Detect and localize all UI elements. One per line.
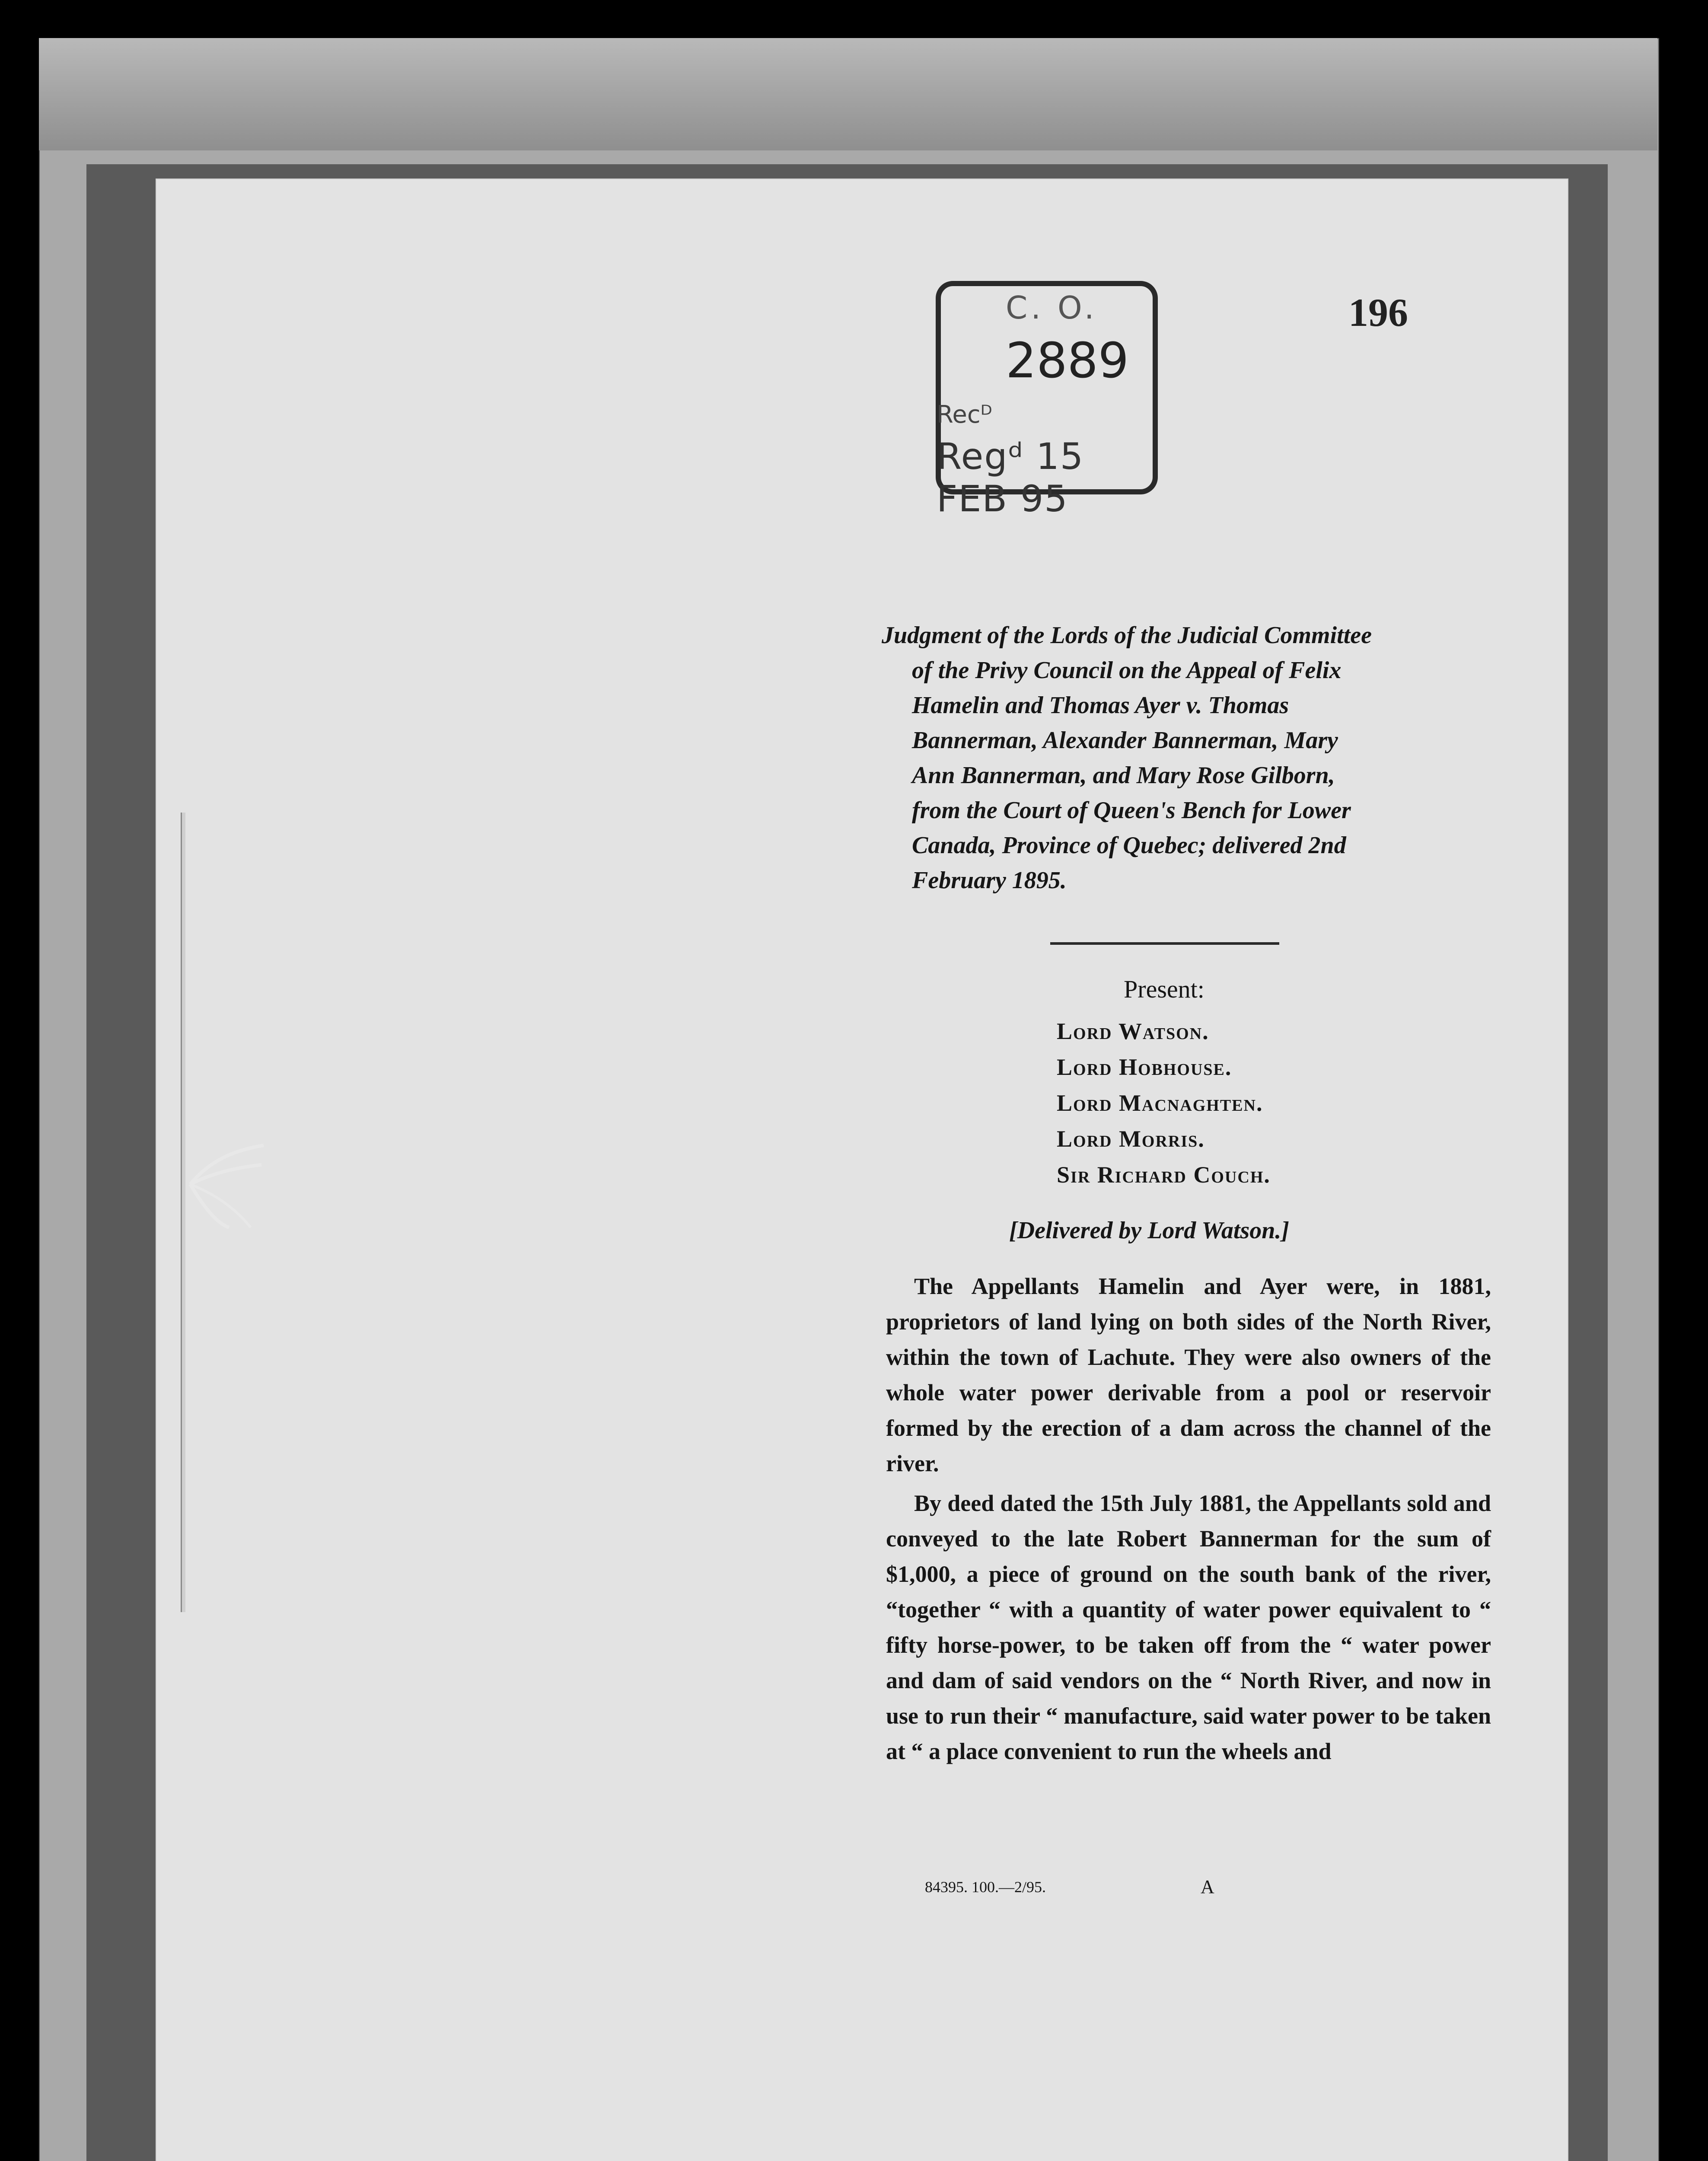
heading-line: Judgment of the Lords of the Judicial Committee [882,622,1372,649]
stamp-office: C. O. [1006,290,1098,326]
document-sheet [156,179,1568,2161]
judge-name: Sir Richard Couch. [1057,1162,1271,1188]
mount-top-strip [39,38,1657,150]
heading-line: Hamelin and Thomas Ayer v. Thomas [912,692,1289,719]
judge-name: Lord Hobhouse. [1057,1054,1232,1080]
heading-line: Ann Bannerman, and Mary Rose Gilborn, [912,762,1335,789]
judge-name: Lord Macnaghten. [1057,1090,1263,1116]
print-code: 84395. 100.—2/95. [925,1878,1046,1896]
judgment-body [886,1269,1491,1773]
delivered-by: [Delivered by Lord Watson.] [1009,1217,1290,1244]
heading-line: from the Court of Queen's Bench for Lower [912,797,1351,824]
present-label: Present: [1124,975,1205,1003]
body-paragraph: The Appellants Hamelin and Ayer were, in 1881, proprietors of land lying on both sides of the North River, within the town of Lachute. They were also owners of the whole water power derivable from a pool or reservoir formed by the erection of a dam across the channel of the river. [886,1273,1491,1476]
judges-list [1057,1014,1271,1193]
judge-name: Lord Morris. [1057,1126,1205,1152]
registration-stamp [936,281,1158,520]
signature-mark: A [1201,1876,1214,1897]
thread-knot-icon [186,1141,268,1232]
body-paragraph: By deed dated the 15th July 1881, the Appellants sold and conveyed to the late Robert Bannerman for the sum of $1,000, a piece of ground on the south bank of the river, “together “ with a quantity of water power equivalent to “ fifty horse-power, to be taken off from the “ water power and dam of said vendors on the “ North River, and now in use to run their “ manufacture, said water power to be taken at “ a place convenient to run the wheels and [886,1490,1491,1764]
heading-line: of the Privy Council on the Appeal of Felix [912,657,1342,684]
stamp-recd: Recᴰ [937,401,992,429]
section-divider [1050,942,1279,945]
judgment-heading [882,618,1495,898]
heading-line: Bannerman, Alexander Bannerman, Mary [912,727,1338,754]
heading-line: Canada, Province of Quebec; delivered 2nd [912,832,1346,859]
heading-line: February 1895. [912,867,1067,894]
judge-name: Lord Watson. [1057,1018,1209,1044]
page-number: 196 [1348,290,1408,335]
stamp-date: Regᵈ 15 FEB 95 [937,435,1084,520]
stamp-number: 2889 [1006,333,1129,389]
binding-thread [181,813,185,1612]
